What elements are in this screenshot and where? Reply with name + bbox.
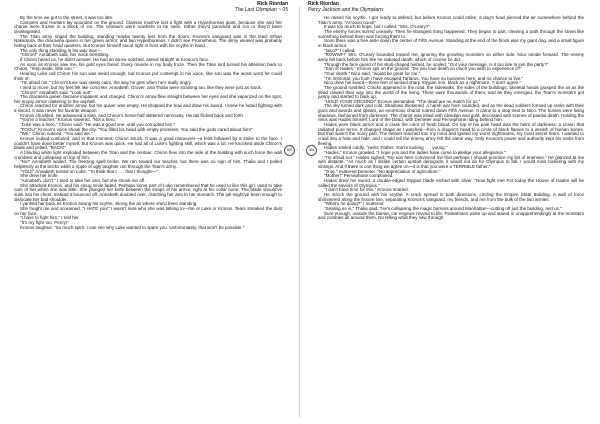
gutter-divider: [299, 6, 300, 418]
paragraph: Chiron reached for another arrow, but his quiver was empty. He dropped the bow and drew his sword. I knew he hated fighting with a sword. It was never his favorite weapon.: [14, 103, 282, 114]
paragraph: "Chiron!" Annabeth said, her voice trembling.: [20, 52, 110, 58]
right-header-series: Percy Jackson and the Olympians: [308, 6, 384, 13]
paragraph: By the time we got to the street, it was too late.: [20, 15, 114, 20]
left-header-series: The Last Olympian ~ 05: [234, 6, 288, 13]
paragraph: "HOLD YOUR GROUND!" Kronos demanded. "The dead are no match for us.": [324, 98, 481, 104]
paragraph: "We," Chiron noticed. "You said we.": [20, 131, 93, 137]
paragraph: A blinding white light exploded between the Titan and the centaur. Chiron flew into the side of the building with such force the wall crumbled and collapsed on top of him.: [14, 150, 282, 160]
paragraph: It was too much to hope, but I called, "Mrs. O'Leary?": [324, 24, 430, 30]
paragraph: "Nico?" I called.: [324, 47, 356, 53]
right-page: [304, 0, 596, 424]
paragraph: "Chiron!" Annabeth said. "Look out!": [20, 89, 92, 95]
paragraph: "Son of Hades," Kronos spit on the ground. "Do you love death so much you wish to experience it?": [324, 66, 522, 72]
paragraph: "No!" Annabeth wailed. The freezing spell broke. We ran toward our teacher, but there was no sign of him. Thalia and I pulled helplessly at the bricks while a ripple of ugly laughter ran through the Titan's army.: [14, 159, 282, 169]
left-page-number-badge[interactable]: 363: [284, 145, 295, 156]
paragraph: He raised his scythe. I got ready to defend, but before Kronos could strike, a dog's howl pierced the air somewhere behind the Titan's army. "Arroooo oooo!": [318, 15, 584, 25]
paragraph: The dracaena queen became impatient and charged. Chiron's arrow flew straight between her eyes and she vaporized on the spot, her empty armor clattering to the asphalt.: [14, 94, 282, 104]
paragraph: "I don't have time for this," Kronos snarled.: [324, 187, 409, 193]
paragraph: "I have to fight him," I told her.: [20, 215, 80, 221]
paragraph: Kronos looked confused, and in that moment, Chiron struck. It was a good maneuver—a feint followed by a strike to the face. I couldn't have done better myself, but Kronos was quick. He had all of Luke's fighting skill, which was a lot. He knocked aside Chiron's blade and yelled, "BACK!": [14, 136, 282, 151]
paragraph: "Your death," Nico said, "would be great for me.": [324, 70, 421, 76]
paragraph: "It's my fight too, Percy!": [20, 219, 69, 225]
paragraph: "YOU!" Annabeth turned on Luke. "To think that I . . . that I thought—": [20, 168, 158, 174]
right-page-text: [318, 16, 584, 420]
left-page-edge-icon: ‹: [296, 147, 298, 152]
paragraph: Sure enough, outside the barrier, car engines revved to life. Pedestrians woke up and stared in unapprehendingly at the monsters and zombies all around them. No telling what they saw through: [318, 210, 584, 221]
paragraph: Campers and Hunters lay wounded on the ground. Clarisse must've lost a fight with a Hyperborean giant, because she and her chariot were frozen in a block of ice. The centaurs were nowhere to be seen. Either they'd panicked and run or they'd been disintegrated.: [14, 19, 282, 34]
paragraph: "Sealing us in," Thalia said. "He's collapsing the magic barriers around Manhattan—cutting off just the building, and us.": [324, 205, 562, 211]
paragraph: The sky turned dark and cold. Shadows thickened. A harsh war horn sounded, and as the dead soldiers formed up ranks with their guns and swords and spears, an enormous chariot roared down Fifth Avenue. It came to a stop next to Nico. The horses were living shadows, fashioned from darkness. The chariot was inlaid with obsidian and gold, decorated with scenes of painful death. Holding the reins was Hades himself, Lord of the Dead, with Demeter and Persephone riding behind him.: [318, 103, 584, 123]
paragraph: "I'm afraid not." Chiron's tone was steely calm, the way he gets when he's really angry.: [20, 80, 192, 86]
paragraph: The enemy forces stirred uneasily. Then he strangest thing happened. They began to part, clearing a path through the street like something behind them was forcing them to.: [318, 28, 584, 39]
paragraph: If Chiron heard us, he didn't answer. He had an arrow notched, aimed straight at Kronos's face.: [20, 56, 210, 62]
paragraph: I tried to move, but my feet felt like concrete. Annabeth, Grover, and Thalia were straining too, like they were just as stuck.: [20, 84, 263, 90]
paragraph: She fought me and screamed, "I HATE you!" I wasn't sure who she was talking to—me or Luke or Kronos. Tears streaked the dust on her face.: [14, 205, 282, 216]
paragraph: Kronos chuckled. He advanced a step, and Chiron's horse-half skittered nervously. His tail flicked back and forth.: [20, 112, 245, 118]
paragraph: The ground rumbled. Cracks appeared in the road, the sidewalks, the sides of the buildings. Skeletal hands grasped the air as the dead clawed their way into the world of the living. There were thousands of them, and as they emerged, the Titan's monsters got jumpy and started to back up.: [318, 84, 584, 100]
paragraph: "Annabeth, don't," I tried to take her arm, but she shook me off.: [20, 177, 146, 183]
paragraph: As soon as Kronos saw me, his gold eyes flared. Every muscle in my body froze. Then the Titan lord turned his attention back to Chiron. "Step aside, little son.": [14, 61, 282, 72]
right-page-header: [308, 2, 384, 13]
paragraph: Nico drew his sword—three feet of wicked sharp Stygian iron, black as a nightmare. "I don't agree.": [324, 80, 522, 86]
paragraph: She drew her knife.: [20, 173, 59, 179]
paragraph: The only thing standing in his way was—: [20, 47, 102, 53]
left-page: [0, 0, 292, 424]
paragraph: Hades drew his sword, a double-edged Stygian blade etched with silver. "Now fight me! For today the House of Hades will be called the saviors of Olympus.": [318, 177, 584, 188]
paragraph: "Hades," Kronos growled. "I hope you and the ladies have come to pledge your allegiance.": [324, 150, 506, 156]
left-page-header: [235, 2, 288, 13]
paragraph: Hades wore black armor and a cloak the color of fresh blood. On top of his pale head was the helm of darkness: a crown that radiated pure terror. It changed shape as I watched—from a dragon's head to a circle of black flames to a wreath of human bones. But that wasn't the scary part. The helmet reached into my mind and ignited my worst nightmares, my most secret fears. I wanted to crawl into a hole and hide, and I could tell the enemy army felt the same way. Only Kronos's power and authority kept his ranks from fleeing.: [318, 122, 584, 146]
paragraph: Hearing Luke call Chiron his son was weird enough, but Kronos put contempt in his voice, like son was the worst word he could think of.: [14, 70, 282, 81]
paragraph: The Titan army ringed the building, standing maybe twenty feet from the doors. Kronos's vanguard was in the lead: Ethan Nakamura, the dracaena queen in her green armor, and two Hyperboreans. I didn't see Prometheus. The slimy weasel was probably hiding back at their head quarters. But Kronos himself stood right in front with his scythe in hand.: [14, 33, 282, 48]
paragraph: Kronos laughed. "So much spirit. I can see why Luke wanted to spare you. Unfortunately, that won't be possible.": [20, 224, 245, 230]
paragraph: "I'm afraid not." Hades sighed. "My son here convinced me that perhaps I should prioritize my list of enemies." He glanced at me with distaste. "As much as I dislike certain upstart demigods, it would not do for Olympus to fall. I would miss bickering with my siblings. And if there is one thing we agree on—it is that you were a TERRIBLE father.": [318, 154, 584, 169]
paragraph: "Mother!" Persephone complained.: [324, 173, 394, 179]
paragraph: Hades smiled coldly. "Hello, Father. You're looking . . . young.": [324, 145, 448, 151]
paragraph: "You're a teacher," Kronos sneered. "Not a hero.": [20, 117, 118, 123]
right-page-edge-icon: ›: [302, 147, 304, 152]
paragraph: She attacked Kronos, and his smug smile faded. Perhaps some part of Luke remembered that he used to like this girl, used to take care of her when she was little. She plunged her knife between the straps of his armor, right at his collar bone. The blade should've sunk into his chest. Instead it bounced off. Annabeth doubled over, clutching her arm to her stomach. The jolt might've been enough to dislocate her bad shoulder.: [14, 182, 282, 202]
right-header-author: Rick Riordan: [308, 1, 339, 7]
paragraph: "ROWWF!" Mrs. O'Leary bounded toward me, ignoring the growling monsters on either side. Nico strode forward. The enemy army fell back before him like he radiated death, which of course he did.: [318, 52, 584, 62]
paragraph: Soon there was a free aisle down the center of Fifth Avenue. Standing at the end of the block was my giant dog, and a small figure in black armor.: [318, 38, 584, 48]
paragraph: Through the face guard of his skull-shaped helmet, he smiled. "Got your message. Is it too late to join the party?": [324, 61, 549, 67]
left-header-author: Rick Riordan: [257, 1, 288, 7]
paragraph: "What's he doing?" I muttered.: [324, 201, 385, 207]
paragraph: "I'm immortal, you fool! I have escaped Tartarus. You have no business here, and no chance to live.": [324, 75, 524, 81]
paragraph: "Luke was a hero," Chiron said. "He was a good one, until you corrupted him.": [20, 122, 176, 128]
paragraph: I yanked her back as Kronos swung his scythe, slicing the air where she'd been standing.: [20, 201, 198, 207]
paragraph: "True," muttered Demeter. "No appreciation of agriculture.": [324, 168, 441, 174]
paragraph: He struck the ground with his scythe. A crack spread in both directions, circling the Empire State Building. A wall of force shimmered along the fissure line, separating Kronos's vanguard, my friends, and me from the bulk of the two armies.: [318, 191, 584, 202]
left-page-text: [14, 16, 282, 420]
paragraph: "FOOL!" Kronos's voice shook the city. "You filled his head with empty promises. You said the gods cared about him!": [20, 126, 253, 132]
right-page-number-badge[interactable]: 364: [306, 145, 317, 156]
